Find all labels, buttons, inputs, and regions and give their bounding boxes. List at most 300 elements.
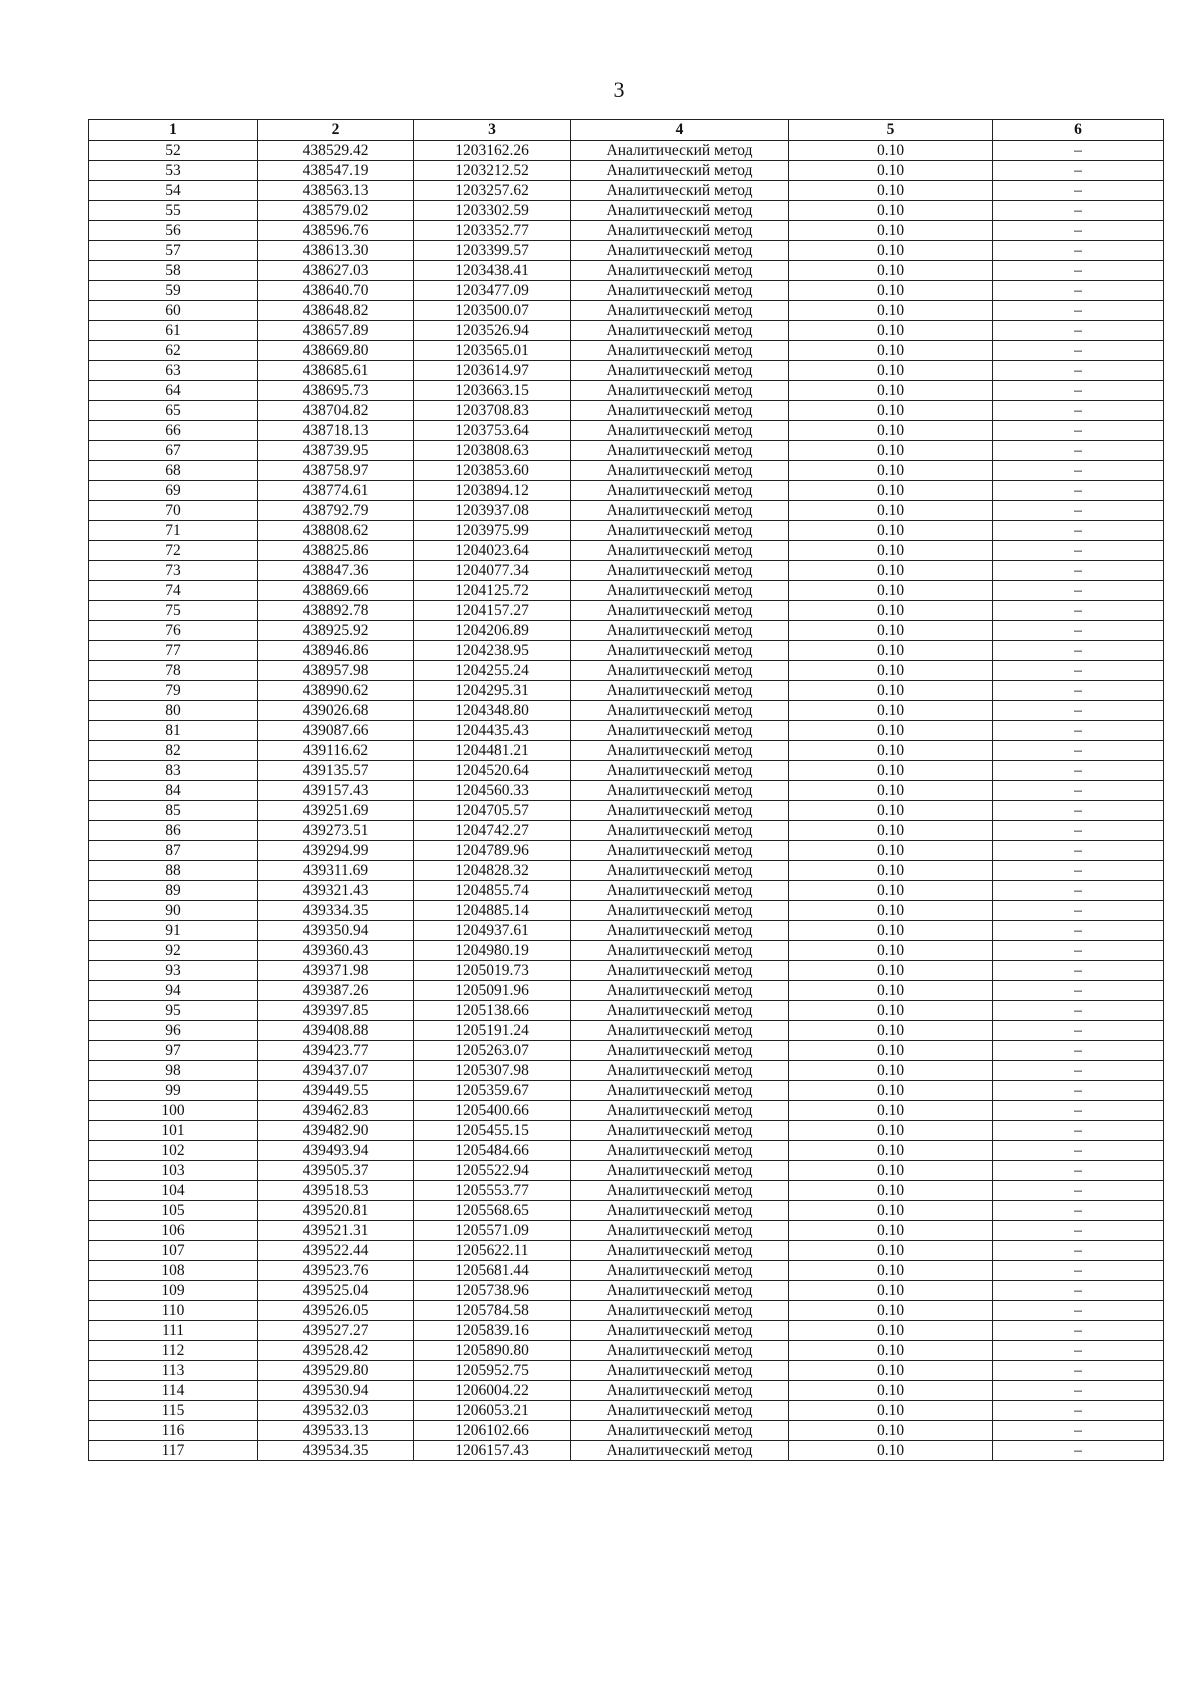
accuracy-cell: 0.10: [789, 981, 993, 1001]
point-number-cell: 62: [89, 341, 258, 361]
accuracy-cell: 0.10: [789, 661, 993, 681]
note-cell: –: [993, 641, 1164, 661]
column-header-3: 3: [414, 120, 571, 141]
note-cell: –: [993, 521, 1164, 541]
accuracy-cell: 0.10: [789, 1301, 993, 1321]
x-coordinate-cell: 438946.86: [258, 641, 414, 661]
x-coordinate-cell: 439273.51: [258, 821, 414, 841]
note-cell: –: [993, 861, 1164, 881]
y-coordinate-cell: 1203614.97: [414, 361, 571, 381]
x-coordinate-cell: 439397.85: [258, 1001, 414, 1021]
point-number-cell: 108: [89, 1261, 258, 1281]
point-number-cell: 93: [89, 961, 258, 981]
table-row: [89, 1261, 1164, 1281]
note-cell: –: [993, 1201, 1164, 1221]
note-cell: –: [993, 781, 1164, 801]
method-cell: Аналитический метод: [571, 1441, 789, 1461]
accuracy-cell: 0.10: [789, 1381, 993, 1401]
method-cell: Аналитический метод: [571, 1401, 789, 1421]
y-coordinate-cell: 1205019.73: [414, 961, 571, 981]
table-row: [89, 241, 1164, 261]
table-header-row: [89, 120, 1164, 141]
y-coordinate-cell: 1203302.59: [414, 201, 571, 221]
point-number-cell: 86: [89, 821, 258, 841]
point-number-cell: 58: [89, 261, 258, 281]
note-cell: –: [993, 281, 1164, 301]
accuracy-cell: 0.10: [789, 861, 993, 881]
point-number-cell: 52: [89, 141, 258, 161]
point-number-cell: 110: [89, 1301, 258, 1321]
note-cell: –: [993, 461, 1164, 481]
y-coordinate-cell: 1205191.24: [414, 1021, 571, 1041]
y-coordinate-cell: 1205484.66: [414, 1141, 571, 1161]
note-cell: –: [993, 501, 1164, 521]
table-row: [89, 1021, 1164, 1041]
method-cell: Аналитический метод: [571, 481, 789, 501]
x-coordinate-cell: 439534.35: [258, 1441, 414, 1461]
accuracy-cell: 0.10: [789, 361, 993, 381]
y-coordinate-cell: 1204980.19: [414, 941, 571, 961]
method-cell: Аналитический метод: [571, 601, 789, 621]
accuracy-cell: 0.10: [789, 941, 993, 961]
y-coordinate-cell: 1205455.15: [414, 1121, 571, 1141]
table-row: [89, 961, 1164, 981]
note-cell: –: [993, 1281, 1164, 1301]
point-number-cell: 96: [89, 1021, 258, 1041]
method-cell: Аналитический метод: [571, 1041, 789, 1061]
table-row: [89, 281, 1164, 301]
table-row: [89, 1161, 1164, 1181]
accuracy-cell: 0.10: [789, 841, 993, 861]
y-coordinate-cell: 1204238.95: [414, 641, 571, 661]
method-cell: Аналитический метод: [571, 1381, 789, 1401]
x-coordinate-cell: 439482.90: [258, 1121, 414, 1141]
point-number-cell: 115: [89, 1401, 258, 1421]
point-number-cell: 69: [89, 481, 258, 501]
table-row: [89, 1101, 1164, 1121]
y-coordinate-cell: 1204295.31: [414, 681, 571, 701]
y-coordinate-cell: 1203975.99: [414, 521, 571, 541]
table-row: [89, 1001, 1164, 1021]
note-cell: –: [993, 481, 1164, 501]
table-row: [89, 1201, 1164, 1221]
x-coordinate-cell: 438648.82: [258, 301, 414, 321]
table-row: [89, 981, 1164, 1001]
y-coordinate-cell: 1203663.15: [414, 381, 571, 401]
method-cell: Аналитический метод: [571, 881, 789, 901]
method-cell: Аналитический метод: [571, 761, 789, 781]
y-coordinate-cell: 1203894.12: [414, 481, 571, 501]
y-coordinate-cell: 1203352.77: [414, 221, 571, 241]
accuracy-cell: 0.10: [789, 541, 993, 561]
table-row: [89, 541, 1164, 561]
point-number-cell: 61: [89, 321, 258, 341]
x-coordinate-cell: 439529.80: [258, 1361, 414, 1381]
method-cell: Аналитический метод: [571, 381, 789, 401]
note-cell: –: [993, 221, 1164, 241]
note-cell: –: [993, 1241, 1164, 1261]
note-cell: –: [993, 1221, 1164, 1241]
method-cell: Аналитический метод: [571, 521, 789, 541]
point-number-cell: 102: [89, 1141, 258, 1161]
table-row: [89, 521, 1164, 541]
table-row: [89, 301, 1164, 321]
table-row: [89, 481, 1164, 501]
x-coordinate-cell: 439321.43: [258, 881, 414, 901]
method-cell: Аналитический метод: [571, 901, 789, 921]
accuracy-cell: 0.10: [789, 821, 993, 841]
table-row: [89, 1241, 1164, 1261]
x-coordinate-cell: 438957.98: [258, 661, 414, 681]
accuracy-cell: 0.10: [789, 501, 993, 521]
method-cell: Аналитический метод: [571, 621, 789, 641]
y-coordinate-cell: 1205263.07: [414, 1041, 571, 1061]
point-number-cell: 90: [89, 901, 258, 921]
table-row: [89, 1301, 1164, 1321]
accuracy-cell: 0.10: [789, 1221, 993, 1241]
x-coordinate-cell: 439294.99: [258, 841, 414, 861]
accuracy-cell: 0.10: [789, 1341, 993, 1361]
accuracy-cell: 0.10: [789, 521, 993, 541]
point-number-cell: 56: [89, 221, 258, 241]
y-coordinate-cell: 1203808.63: [414, 441, 571, 461]
note-cell: –: [993, 701, 1164, 721]
table-row: [89, 781, 1164, 801]
y-coordinate-cell: 1205681.44: [414, 1261, 571, 1281]
accuracy-cell: 0.10: [789, 1261, 993, 1281]
point-number-cell: 116: [89, 1421, 258, 1441]
accuracy-cell: 0.10: [789, 961, 993, 981]
method-cell: Аналитический метод: [571, 201, 789, 221]
point-number-cell: 63: [89, 361, 258, 381]
accuracy-cell: 0.10: [789, 881, 993, 901]
table-row: [89, 1141, 1164, 1161]
y-coordinate-cell: 1205839.16: [414, 1321, 571, 1341]
accuracy-cell: 0.10: [789, 1081, 993, 1101]
accuracy-cell: 0.10: [789, 181, 993, 201]
y-coordinate-cell: 1204705.57: [414, 801, 571, 821]
method-cell: Аналитический метод: [571, 281, 789, 301]
point-number-cell: 84: [89, 781, 258, 801]
column-header-1: 1: [89, 120, 258, 141]
y-coordinate-cell: 1203753.64: [414, 421, 571, 441]
y-coordinate-cell: 1203937.08: [414, 501, 571, 521]
method-cell: Аналитический метод: [571, 1261, 789, 1281]
note-cell: –: [993, 921, 1164, 941]
accuracy-cell: 0.10: [789, 781, 993, 801]
note-cell: –: [993, 841, 1164, 861]
table-row: [89, 641, 1164, 661]
method-cell: Аналитический метод: [571, 361, 789, 381]
accuracy-cell: 0.10: [789, 1001, 993, 1021]
x-coordinate-cell: 439493.94: [258, 1141, 414, 1161]
point-number-cell: 113: [89, 1361, 258, 1381]
note-cell: –: [993, 1101, 1164, 1121]
note-cell: –: [993, 261, 1164, 281]
x-coordinate-cell: 438990.62: [258, 681, 414, 701]
method-cell: Аналитический метод: [571, 1121, 789, 1141]
point-number-cell: 73: [89, 561, 258, 581]
x-coordinate-cell: 439311.69: [258, 861, 414, 881]
point-number-cell: 117: [89, 1441, 258, 1461]
method-cell: Аналитический метод: [571, 1201, 789, 1221]
accuracy-cell: 0.10: [789, 1281, 993, 1301]
method-cell: Аналитический метод: [571, 981, 789, 1001]
point-number-cell: 112: [89, 1341, 258, 1361]
point-number-cell: 66: [89, 421, 258, 441]
x-coordinate-cell: 439532.03: [258, 1401, 414, 1421]
accuracy-cell: 0.10: [789, 901, 993, 921]
table-row: [89, 341, 1164, 361]
x-coordinate-cell: 438925.92: [258, 621, 414, 641]
y-coordinate-cell: 1205553.77: [414, 1181, 571, 1201]
x-coordinate-cell: 439334.35: [258, 901, 414, 921]
point-number-cell: 109: [89, 1281, 258, 1301]
table-row: [89, 1421, 1164, 1441]
column-header-5: 5: [789, 120, 993, 141]
method-cell: Аналитический метод: [571, 721, 789, 741]
x-coordinate-cell: 439350.94: [258, 921, 414, 941]
x-coordinate-cell: 438695.73: [258, 381, 414, 401]
accuracy-cell: 0.10: [789, 441, 993, 461]
table-row: [89, 921, 1164, 941]
accuracy-cell: 0.10: [789, 481, 993, 501]
x-coordinate-cell: 439423.77: [258, 1041, 414, 1061]
y-coordinate-cell: 1205738.96: [414, 1281, 571, 1301]
x-coordinate-cell: 439087.66: [258, 721, 414, 741]
y-coordinate-cell: 1203438.41: [414, 261, 571, 281]
accuracy-cell: 0.10: [789, 561, 993, 581]
x-coordinate-cell: 439387.26: [258, 981, 414, 1001]
x-coordinate-cell: 439449.55: [258, 1081, 414, 1101]
method-cell: Аналитический метод: [571, 1101, 789, 1121]
note-cell: –: [993, 401, 1164, 421]
table-row: [89, 721, 1164, 741]
method-cell: Аналитический метод: [571, 261, 789, 281]
point-number-cell: 107: [89, 1241, 258, 1261]
x-coordinate-cell: 439525.04: [258, 1281, 414, 1301]
point-number-cell: 100: [89, 1101, 258, 1121]
table-row: [89, 1281, 1164, 1301]
y-coordinate-cell: 1206102.66: [414, 1421, 571, 1441]
point-number-cell: 105: [89, 1201, 258, 1221]
note-cell: –: [993, 981, 1164, 1001]
x-coordinate-cell: 438869.66: [258, 581, 414, 601]
table-row: [89, 561, 1164, 581]
x-coordinate-cell: 438596.76: [258, 221, 414, 241]
x-coordinate-cell: 439520.81: [258, 1201, 414, 1221]
accuracy-cell: 0.10: [789, 701, 993, 721]
table-row: [89, 381, 1164, 401]
accuracy-cell: 0.10: [789, 601, 993, 621]
method-cell: Аналитический метод: [571, 781, 789, 801]
y-coordinate-cell: 1204937.61: [414, 921, 571, 941]
y-coordinate-cell: 1204125.72: [414, 581, 571, 601]
y-coordinate-cell: 1205571.09: [414, 1221, 571, 1241]
method-cell: Аналитический метод: [571, 581, 789, 601]
note-cell: –: [993, 1001, 1164, 1021]
x-coordinate-cell: 439518.53: [258, 1181, 414, 1201]
accuracy-cell: 0.10: [789, 461, 993, 481]
table-row: [89, 1081, 1164, 1101]
accuracy-cell: 0.10: [789, 1421, 993, 1441]
point-number-cell: 78: [89, 661, 258, 681]
column-header-2: 2: [258, 120, 414, 141]
x-coordinate-cell: 438657.89: [258, 321, 414, 341]
x-coordinate-cell: 438563.13: [258, 181, 414, 201]
note-cell: –: [993, 661, 1164, 681]
method-cell: Аналитический метод: [571, 1161, 789, 1181]
note-cell: –: [993, 821, 1164, 841]
point-number-cell: 82: [89, 741, 258, 761]
point-number-cell: 80: [89, 701, 258, 721]
column-header-6: 6: [993, 120, 1164, 141]
x-coordinate-cell: 438579.02: [258, 201, 414, 221]
method-cell: Аналитический метод: [571, 401, 789, 421]
y-coordinate-cell: 1204855.74: [414, 881, 571, 901]
note-cell: –: [993, 141, 1164, 161]
accuracy-cell: 0.10: [789, 761, 993, 781]
table-row: [89, 801, 1164, 821]
table-row: [89, 881, 1164, 901]
x-coordinate-cell: 439437.07: [258, 1061, 414, 1081]
point-number-cell: 53: [89, 161, 258, 181]
accuracy-cell: 0.10: [789, 1161, 993, 1181]
y-coordinate-cell: 1203708.83: [414, 401, 571, 421]
method-cell: Аналитический метод: [571, 1221, 789, 1241]
note-cell: –: [993, 541, 1164, 561]
x-coordinate-cell: 438685.61: [258, 361, 414, 381]
y-coordinate-cell: 1205890.80: [414, 1341, 571, 1361]
y-coordinate-cell: 1206053.21: [414, 1401, 571, 1421]
table-row: [89, 421, 1164, 441]
y-coordinate-cell: 1203257.62: [414, 181, 571, 201]
table-row: [89, 821, 1164, 841]
method-cell: Аналитический метод: [571, 181, 789, 201]
note-cell: –: [993, 681, 1164, 701]
method-cell: Аналитический метод: [571, 341, 789, 361]
table-row: [89, 461, 1164, 481]
method-cell: Аналитический метод: [571, 1281, 789, 1301]
point-number-cell: 75: [89, 601, 258, 621]
point-number-cell: 88: [89, 861, 258, 881]
x-coordinate-cell: 438640.70: [258, 281, 414, 301]
x-coordinate-cell: 438739.95: [258, 441, 414, 461]
method-cell: Аналитический метод: [571, 1341, 789, 1361]
method-cell: Аналитический метод: [571, 441, 789, 461]
accuracy-cell: 0.10: [789, 621, 993, 641]
y-coordinate-cell: 1203853.60: [414, 461, 571, 481]
note-cell: –: [993, 1121, 1164, 1141]
table-row: [89, 661, 1164, 681]
table-row: [89, 841, 1164, 861]
table-row: [89, 1121, 1164, 1141]
point-number-cell: 83: [89, 761, 258, 781]
y-coordinate-cell: 1205091.96: [414, 981, 571, 1001]
point-number-cell: 101: [89, 1121, 258, 1141]
x-coordinate-cell: 439526.05: [258, 1301, 414, 1321]
x-coordinate-cell: 438669.80: [258, 341, 414, 361]
method-cell: Аналитический метод: [571, 1241, 789, 1261]
table-row: [89, 141, 1164, 161]
method-cell: Аналитический метод: [571, 301, 789, 321]
note-cell: –: [993, 1081, 1164, 1101]
y-coordinate-cell: 1204255.24: [414, 661, 571, 681]
note-cell: –: [993, 161, 1164, 181]
y-coordinate-cell: 1204885.14: [414, 901, 571, 921]
accuracy-cell: 0.10: [789, 1441, 993, 1461]
method-cell: Аналитический метод: [571, 961, 789, 981]
note-cell: –: [993, 561, 1164, 581]
accuracy-cell: 0.10: [789, 741, 993, 761]
y-coordinate-cell: 1204206.89: [414, 621, 571, 641]
point-number-cell: 85: [89, 801, 258, 821]
note-cell: –: [993, 1181, 1164, 1201]
x-coordinate-cell: 438847.36: [258, 561, 414, 581]
accuracy-cell: 0.10: [789, 301, 993, 321]
method-cell: Аналитический метод: [571, 421, 789, 441]
table-row: [89, 1321, 1164, 1341]
note-cell: –: [993, 301, 1164, 321]
table-row: [89, 221, 1164, 241]
note-cell: –: [993, 321, 1164, 341]
table-row: [89, 441, 1164, 461]
accuracy-cell: 0.10: [789, 801, 993, 821]
point-number-cell: 104: [89, 1181, 258, 1201]
accuracy-cell: 0.10: [789, 641, 993, 661]
point-number-cell: 55: [89, 201, 258, 221]
point-number-cell: 67: [89, 441, 258, 461]
note-cell: –: [993, 381, 1164, 401]
note-cell: –: [993, 601, 1164, 621]
accuracy-cell: 0.10: [789, 141, 993, 161]
x-coordinate-cell: 439528.42: [258, 1341, 414, 1361]
y-coordinate-cell: 1203477.09: [414, 281, 571, 301]
coordinates-table: [88, 119, 1164, 1461]
accuracy-cell: 0.10: [789, 1021, 993, 1041]
note-cell: –: [993, 1141, 1164, 1161]
method-cell: Аналитический метод: [571, 641, 789, 661]
note-cell: –: [993, 741, 1164, 761]
y-coordinate-cell: 1205952.75: [414, 1361, 571, 1381]
column-header-4: 4: [571, 120, 789, 141]
y-coordinate-cell: 1204560.33: [414, 781, 571, 801]
table-row: [89, 1441, 1164, 1461]
note-cell: –: [993, 941, 1164, 961]
accuracy-cell: 0.10: [789, 1041, 993, 1061]
method-cell: Аналитический метод: [571, 821, 789, 841]
point-number-cell: 72: [89, 541, 258, 561]
point-number-cell: 71: [89, 521, 258, 541]
x-coordinate-cell: 439408.88: [258, 1021, 414, 1041]
x-coordinate-cell: 439523.76: [258, 1261, 414, 1281]
method-cell: Аналитический метод: [571, 701, 789, 721]
note-cell: –: [993, 441, 1164, 461]
x-coordinate-cell: 439462.83: [258, 1101, 414, 1121]
x-coordinate-cell: 439157.43: [258, 781, 414, 801]
note-cell: –: [993, 1361, 1164, 1381]
table-row: [89, 621, 1164, 641]
method-cell: Аналитический метод: [571, 1181, 789, 1201]
table-row: [89, 681, 1164, 701]
page-number: 3: [613, 77, 625, 102]
note-cell: –: [993, 801, 1164, 821]
table-row: [89, 1221, 1164, 1241]
method-cell: Аналитический метод: [571, 1021, 789, 1041]
y-coordinate-cell: 1204481.21: [414, 741, 571, 761]
point-number-cell: 59: [89, 281, 258, 301]
y-coordinate-cell: 1203565.01: [414, 341, 571, 361]
